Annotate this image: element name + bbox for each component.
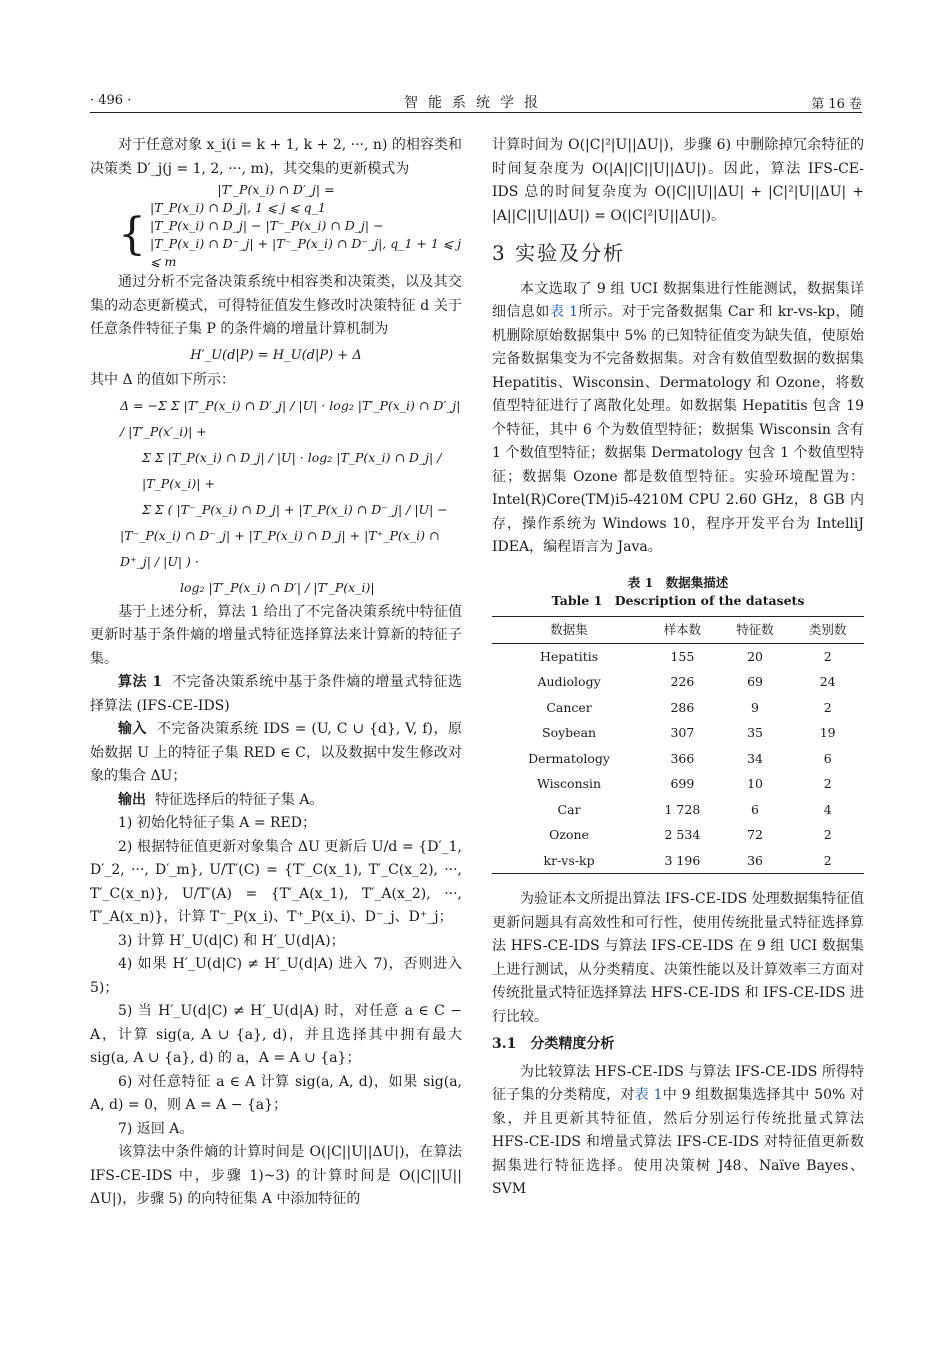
- table-row: [492, 848, 864, 874]
- table-cell: 2 534: [664, 827, 701, 842]
- table-header-cell: 类别数: [808, 621, 847, 637]
- input-label: 输入: [118, 721, 148, 737]
- right-column: [492, 134, 864, 1202]
- table-cell: 10: [747, 776, 763, 791]
- table-cell: 24: [819, 674, 836, 689]
- table-cell: 72: [747, 827, 763, 842]
- table-cell: 2: [823, 776, 832, 791]
- para-datasets-b: 所示。对于完备数据集 Car 和 kr-vs-kp，随机删除原始数据集中 5% 的已知特征值变为缺失值，使原始完备数据集变为不完备数据集。对含有数值型数据的数据集 Hepatitis、Wisconsin、Dermatology 和 Ozone，将数值型特征进行了离散化处理。如数据集 Hepatitis 包含 19 个特征，其中 6 个为数值型特征；数据集 Wisconsin 含有 1 个数值型特征；数据集 Dermatology 包含 1 个数值型特征；数据集 Ozone 都是数值型特征。实验环境配置为：Intel(R)Core(TM)i5-4210M CPU 2.60 GHz，8 GB 内存，操作系统为 Windows 10，程序开发平台为 IntelliJ IDEA，编程语言为 Java。: [492, 304, 865, 555]
- eq1-lhs: |T′_P(x_i) ∩ D′_j| =: [217, 182, 335, 197]
- para-verification: 为验证本文所提出算法 IFS-CE-IDS 处理数据集特征值更新问题具有高效性和可行性，使用传统批量式特征选择算法 HFS-CE-IDS 与算法 IFS-CE-IDS 在 9 组 UCI 数据集上进行测试，从分类精度、决策性能以及计算效率三方面对传统批量式特征选择算法 HFS-CE-IDS 和 IFS-CE-IDS 进行比较。: [492, 891, 864, 1025]
- table-header-cell: 样本数: [663, 621, 702, 637]
- section-heading: 3 实验及分析: [492, 241, 626, 265]
- algorithm-step-6: 6) 对任意特征 a ∈ A 计算 sig(a, A, d)，如果 sig(a, A, d) = 0，则 A = A − {a}；: [90, 1073, 462, 1113]
- table-row: [492, 695, 864, 721]
- algorithm-input: [90, 718, 462, 789]
- algorithm-step-1: 1) 初始化特征子集 A = RED；: [118, 815, 316, 831]
- para-delta-intro: 其中 Δ 的值如下所示：: [90, 372, 236, 388]
- journal-name: 智能系统学报: [404, 95, 548, 111]
- para-analysis: 通过分析不完备决策系统中相容类和决策类，以及其交集的动态更新模式，可得特征值发生修改时决策特征 d 关于任意条件特征子集 P 的条件熵的增量计算机制为: [90, 274, 462, 337]
- table-cell: 69: [747, 674, 763, 689]
- table-header-cell: 特征数: [736, 621, 774, 637]
- eq3-line3: Σ Σ ( |T⁻_P(x_i) ∩ D_j| + |T_P(x_i) ∩ D⁻_j| / |U| −: [142, 501, 448, 517]
- algorithm-label: 算法 1: [118, 674, 163, 690]
- equation-update-pattern: [90, 181, 462, 271]
- table-cell: 1 728: [664, 801, 701, 817]
- page-header: [90, 90, 862, 113]
- table-cell: 36: [747, 852, 763, 868]
- algorithm-step-2: 2) 根据特征值更新对象集合 ΔU 更新后 U/d = {D′_1, D′_2, ···, D′_m}, U/T′(C) = {T′_C(x_1), T′_C(x_2), ···, T′_C(x_n)}, U/T′(A) = {T′_A(x_1), T′_A(x_2), ···, T′_A(x_n)}，计算 T⁻_P(x_i)、T⁺_P(x_i)、D⁻_j、D⁺_j；: [90, 838, 462, 925]
- page-number: · 496 ·: [90, 93, 132, 108]
- para-accuracy: [492, 1061, 864, 1202]
- para-datasets: [492, 278, 864, 560]
- para-datasets-a: 本文选取了 9 组 UCI 数据集进行性能测试，数据集详细信息如: [492, 280, 864, 320]
- para-accuracy-b: 中 9 组数据集选择其中 50% 对象，并且更新其特征值，然后分别运行传统批量式算法 HFS-CE-IDS 和增量式算法 IFS-CE-IDS 对特征值更新数据集进行特征选择。使用决策树 J48、Naïve Bayes、SVM: [492, 1087, 865, 1197]
- table-cell: 366: [670, 750, 695, 766]
- table-cell: 2: [823, 852, 832, 868]
- table-row: [492, 771, 864, 797]
- table-header-row: [492, 616, 864, 643]
- eq3-line5: log₂ |T′_P(x_i) ∩ D′| / |T′_P(x_i)|: [180, 579, 375, 595]
- table-header-cell: 数据集: [550, 621, 588, 637]
- table-cell: kr-vs-kp: [543, 852, 595, 868]
- para-complexity-cont: 计算时间为 O(|C|²|U||ΔU|)，步骤 6) 中删除掉冗余特征的时间复杂度为 O(|A||C||U||ΔU|)。因此，算法 IFS-CE-IDS 总的时间复杂度为 O(|C||U||ΔU| + |C|²|U||ΔU| + |A||C||U||ΔU|) = O(|C|²|U||ΔU|)。: [492, 137, 864, 224]
- table-cell: 9: [751, 699, 759, 715]
- table-row: [492, 643, 864, 669]
- table-caption-cn: 表 1 数据集描述: [627, 574, 729, 590]
- table-cell: 6: [823, 750, 832, 766]
- table-cell: 226: [670, 674, 695, 689]
- table-cell: 2: [823, 827, 832, 842]
- table-row: [492, 720, 864, 746]
- para-accuracy-a: 为比较算法 HFS-CE-IDS 与算法 IFS-CE-IDS 所得特征子集的分类精度，对: [492, 1063, 864, 1103]
- table-body: [492, 643, 864, 874]
- table-cell: Car: [557, 801, 581, 817]
- eq1-case3: |T_P(x_i) ∩ D⁻_j| + |T⁻_P(x_i) ∩ D⁻_j|, q_1 + 1 ⩽ j ⩽ m: [150, 236, 462, 269]
- algorithm-name: 不完备决策系统中基于条件熵的增量式特征选择算法 (IFS-CE-IDS): [90, 674, 463, 714]
- subsection-heading: 3.1 分类精度分析: [492, 1036, 615, 1052]
- table-row: [492, 746, 864, 772]
- table-cell: 2: [823, 648, 832, 664]
- datasets-table: [492, 616, 864, 875]
- table-cell: 19: [819, 725, 836, 740]
- table-cell: Cancer: [546, 699, 592, 715]
- table-cell: 2: [823, 699, 832, 715]
- para-complexity: 该算法中条件熵的计算时间是 O(|C||U||ΔU|)，在算法 IFS-CE-IDS 中，步骤 1)~3) 的计算时间是 O(|C||U||ΔU|)，步骤 5) 的向特征集 A 中添加特征的: [90, 1144, 462, 1207]
- table-cell: Hepatitis: [539, 648, 599, 664]
- algorithm-step-7: 7) 返回 A。: [118, 1120, 194, 1137]
- equation-entropy-increment: H′_U(d|P) = H_U(d|P) + Δ: [190, 347, 362, 363]
- eq1-case2: |T_P(x_i) ∩ D_j| − |T⁻_P(x_i) ∩ D_j| −: [150, 218, 384, 233]
- table-ref-link[interactable]: 表 1: [549, 304, 579, 320]
- eq1-case1: |T_P(x_i) ∩ D_j|, 1 ⩽ j ⩽ q_1: [150, 200, 326, 215]
- table-cell: 3 196: [664, 852, 701, 868]
- table-cell: 155: [670, 648, 695, 664]
- input-text: 不完备决策系统 IDS = (U, C ∪ {d}, V, f)，原始数据 U 上的特征子集 RED ∈ C，以及数据中发生修改对象的集合 ΔU；: [90, 721, 463, 784]
- table-cell: 34: [747, 750, 763, 766]
- table-cell: Ozone: [549, 827, 589, 842]
- left-brace-icon: {: [118, 209, 146, 260]
- eq3-line2: Σ Σ |T_P(x_i) ∩ D_j| / |U| · log₂ |T_P(x_i) ∩ D_j| / |T_P(x_i)| +: [142, 449, 442, 491]
- table-cell: Wisconsin: [537, 776, 602, 791]
- table-cell: 6: [751, 801, 759, 817]
- table-cell: Soybean: [542, 725, 597, 740]
- algorithm-title: [90, 671, 462, 718]
- table-row: [492, 669, 864, 695]
- eq3-line4: |T⁻_P(x_i) ∩ D⁻_j| + |T_P(x_i) ∩ D_j| + |T⁺_P(x_i) ∩ D⁺_j| / |U| ) ·: [120, 527, 440, 569]
- left-column: [90, 134, 462, 1212]
- table-row: [492, 822, 864, 848]
- algorithm-output: [90, 789, 462, 813]
- table-cell: 20: [747, 648, 763, 664]
- output-label: 输出: [118, 791, 146, 808]
- table-cell: 4: [823, 801, 832, 817]
- table-cell: Dermatology: [528, 750, 610, 766]
- table-ref-link-2[interactable]: 表 1: [634, 1087, 663, 1103]
- table-row: [492, 797, 864, 823]
- volume-label: 第 16 卷: [811, 97, 862, 112]
- output-text: 特征选择后的特征子集 A。: [154, 791, 324, 808]
- table-cell: 307: [670, 725, 695, 740]
- equation-delta: [90, 393, 462, 601]
- table-cell: 699: [670, 776, 695, 791]
- algorithm-step-4: 4) 如果 H′_U(d|C) ≠ H′_U(d|A) 进入 7)，否则进入 5)；: [90, 956, 462, 996]
- table-cell: Audiology: [537, 674, 601, 689]
- algorithm-step-3: 3) 计算 H′_U(d|C) 和 H′_U(d|A)；: [118, 932, 345, 949]
- table-cell: 35: [747, 725, 763, 740]
- para-algorithm-intro: 基于上述分析，算法 1 给出了不完备决策系统中特征值更新时基于条件熵的增量式特征选择算法来计算新的特征子集。: [90, 603, 462, 667]
- eq3-line1: Δ = −Σ Σ |T′_P(x_i) ∩ D′_j| / |U| · log₂ |T′_P(x_i) ∩ D′_j| / |T′_P(x′_i)| +: [120, 397, 461, 439]
- para-intersection: 对于任意对象 x_i(i = k + 1, k + 2, ···, n) 的相容类和决策类 D′_j(j = 1, 2, ···, m)，其交集的更新模式为: [90, 137, 462, 177]
- algorithm-step-5: 5) 当 H′_U(d|C) ≠ H′_U(d|A) 时，对任意 a ∈ C − A，计算 sig(a, A ∪ {a}, d)，并且选择其中拥有最大 sig(a, A ∪ {a}, d) 的 a，A = A ∪ {a}；: [90, 1003, 462, 1066]
- table-caption: [492, 574, 864, 610]
- table-cell: 286: [670, 699, 695, 715]
- table-caption-en: Table 1 Description of the datasets: [551, 592, 805, 608]
